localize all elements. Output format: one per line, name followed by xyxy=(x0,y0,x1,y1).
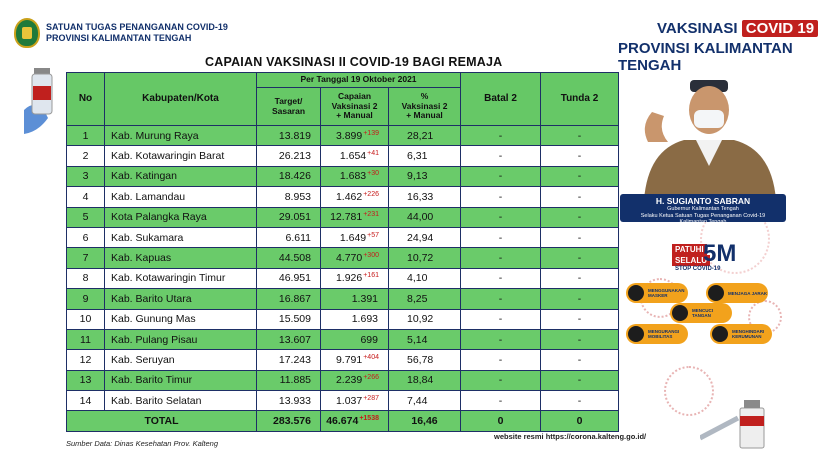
row-percent: 10,72 xyxy=(389,248,461,268)
header-percent-l1: % xyxy=(420,91,429,102)
row-capaian-delta: +30 xyxy=(367,170,379,178)
row-batal: - xyxy=(461,329,541,349)
row-capaian xyxy=(321,329,389,349)
total-batal: 0 xyxy=(461,411,541,432)
row-capaian xyxy=(321,309,389,329)
org-line-2: PROVINSI KALIMANTAN TENGAH xyxy=(46,33,192,43)
header-target-l2: Sasaran xyxy=(271,105,306,116)
row-kabupaten: Kab. Kapuas xyxy=(105,248,257,268)
row-no: 6 xyxy=(67,227,105,247)
official-role-3: Kalimantan Tengah xyxy=(679,219,727,225)
row-target: 13.819 xyxy=(257,126,321,146)
stop-covid-label: STOP COVID-19 xyxy=(675,266,721,272)
row-no: 3 xyxy=(67,166,105,186)
mobility-icon xyxy=(628,326,644,342)
row-tunda: - xyxy=(541,268,619,288)
row-capaian xyxy=(321,248,389,268)
row-capaian-delta: +226 xyxy=(363,190,379,198)
row-percent: 5,14 xyxy=(389,329,461,349)
mask-icon xyxy=(628,285,644,301)
row-tunda: - xyxy=(541,391,619,411)
row-capaian xyxy=(321,350,389,370)
row-target: 16.867 xyxy=(257,289,321,309)
row-capaian-delta: +57 xyxy=(367,231,379,239)
row-no: 8 xyxy=(67,268,105,288)
distance-icon xyxy=(708,285,724,301)
row-tunda: - xyxy=(541,166,619,186)
row-kabupaten: Kab. Gunung Mas xyxy=(105,309,257,329)
row-tunda: - xyxy=(541,126,619,146)
row-kabupaten: Kab. Katingan xyxy=(105,166,257,186)
row-percent: 44,00 xyxy=(389,207,461,227)
source-note: Sumber Data: Dinas Kesehatan Prov. Kalteng xyxy=(66,439,219,448)
row-capaian-value: 1.926 xyxy=(335,272,363,285)
row-batal: - xyxy=(461,248,541,268)
total-tunda: 0 xyxy=(541,411,619,432)
total-label: TOTAL xyxy=(67,411,257,432)
row-no: 10 xyxy=(67,309,105,329)
governor-portrait xyxy=(634,66,784,200)
vaksinasi-label: VAKSINASI xyxy=(657,20,738,37)
row-tunda: - xyxy=(541,350,619,370)
header-target-l1: Target/ xyxy=(274,96,303,106)
table-row xyxy=(67,207,619,227)
row-no: 7 xyxy=(67,248,105,268)
row-capaian-delta: +404 xyxy=(363,353,379,361)
row-capaian-value: 1.391 xyxy=(351,292,378,305)
crowd-icon xyxy=(712,326,728,342)
org-header xyxy=(14,18,228,48)
row-batal: - xyxy=(461,309,541,329)
row-kabupaten: Kab. Sukamara xyxy=(105,227,257,247)
website-link[interactable]: website resmi https://corona.kalteng.go.id/ xyxy=(494,432,647,441)
row-capaian-value: 1.462 xyxy=(335,190,363,203)
row-batal: - xyxy=(461,350,541,370)
row-batal: - xyxy=(461,370,541,390)
row-tunda: - xyxy=(541,289,619,309)
row-tunda: - xyxy=(541,146,619,166)
table-row xyxy=(67,146,619,166)
row-percent: 56,78 xyxy=(389,350,461,370)
row-capaian-value: 1.693 xyxy=(351,313,378,326)
header-capaian-l1: Capaian xyxy=(337,91,372,102)
row-percent: 16,33 xyxy=(389,187,461,207)
mobility-tile xyxy=(626,324,688,344)
row-no: 12 xyxy=(67,350,105,370)
row-target: 6.611 xyxy=(257,227,321,247)
row-capaian-delta: +231 xyxy=(363,211,379,219)
table-body xyxy=(67,126,619,411)
table-row xyxy=(67,227,619,247)
row-target: 11.885 xyxy=(257,370,321,390)
row-capaian-delta: +300 xyxy=(363,252,379,260)
row-capaian-value: 1.683 xyxy=(339,170,367,183)
row-capaian xyxy=(321,166,389,186)
crowd-tile xyxy=(710,324,772,344)
row-capaian-value: 2.239 xyxy=(335,374,363,387)
row-percent: 24,94 xyxy=(389,227,461,247)
fivem-label: 5M xyxy=(703,240,737,267)
header-batal: Batal 2 xyxy=(461,73,541,126)
header-percent-l2: Vaksinasi 2 xyxy=(401,100,448,111)
vaccine-vial-icon xyxy=(24,62,58,134)
row-kabupaten: Kab. Seruyan xyxy=(105,350,257,370)
row-tunda: - xyxy=(541,227,619,247)
row-percent: 18,84 xyxy=(389,370,461,390)
row-tunda: - xyxy=(541,187,619,207)
row-kabupaten: Kab. Lamandau xyxy=(105,187,257,207)
row-no: 1 xyxy=(67,126,105,146)
header-per-tanggal: Per Tanggal 19 Oktober 2021 xyxy=(257,73,461,88)
vaksinasi-heading xyxy=(657,20,818,37)
row-batal: - xyxy=(461,268,541,288)
row-tunda: - xyxy=(541,309,619,329)
row-kabupaten: Kab. Kotawaringin Timur xyxy=(105,268,257,288)
row-batal: - xyxy=(461,289,541,309)
row-kabupaten: Kab. Barito Timur xyxy=(105,370,257,390)
row-percent: 8,25 xyxy=(389,289,461,309)
row-tunda: - xyxy=(541,370,619,390)
row-batal: - xyxy=(461,207,541,227)
mobility-tile-label: MENGURANGI MOBILITAS xyxy=(648,329,680,339)
row-no: 11 xyxy=(67,329,105,349)
total-percent: 16,46 xyxy=(389,411,461,432)
row-capaian xyxy=(321,289,389,309)
province-emblem-icon xyxy=(14,18,40,48)
provinsi-heading: PROVINSI KALIMANTAN TENGAH xyxy=(618,40,793,74)
table-row xyxy=(67,309,619,329)
crowd-tile-label: MENGHINDARI KERUMUNAN xyxy=(732,329,765,339)
row-capaian-value: 699 xyxy=(360,333,378,346)
table-row xyxy=(67,126,619,146)
row-capaian-value: 9.791 xyxy=(335,353,363,366)
header-tunda: Tunda 2 xyxy=(541,73,619,126)
row-capaian-value: 1.037 xyxy=(335,394,363,407)
row-target: 17.243 xyxy=(257,350,321,370)
total-row xyxy=(67,411,619,432)
row-kabupaten: Kab. Murung Raya xyxy=(105,126,257,146)
row-target: 29.051 xyxy=(257,207,321,227)
row-target: 46.951 xyxy=(257,268,321,288)
handwash-icon xyxy=(672,305,688,321)
row-target: 26.213 xyxy=(257,146,321,166)
row-no: 2 xyxy=(67,146,105,166)
table-row xyxy=(67,329,619,349)
official-role-2: Selaku Ketua Satuan Tugas Penanganan Covid-19 xyxy=(640,212,766,219)
header-percent xyxy=(389,88,461,126)
row-capaian-delta: +161 xyxy=(363,272,379,280)
row-batal: - xyxy=(461,187,541,207)
row-capaian xyxy=(321,227,389,247)
row-target: 18.426 xyxy=(257,166,321,186)
row-percent: 9,13 xyxy=(389,166,461,186)
row-capaian-delta: +287 xyxy=(363,394,379,402)
row-capaian xyxy=(321,146,389,166)
row-kabupaten: Kab. Barito Selatan xyxy=(105,391,257,411)
header-capaian xyxy=(321,88,389,126)
org-line-1: SATUAN TUGAS PENANGANAN COVID-19 xyxy=(46,22,228,32)
row-capaian-value: 3.899 xyxy=(335,129,363,142)
row-tunda: - xyxy=(541,207,619,227)
official-role-1: Gubernur Kalimantan Tengah xyxy=(667,206,739,212)
row-no: 13 xyxy=(67,370,105,390)
official-name: H. SUGIANTO SABRAN xyxy=(655,196,751,206)
row-capaian-value: 12.781 xyxy=(330,211,363,224)
distance-tile-label: MENJAGA JARAK xyxy=(728,290,768,296)
row-percent: 6,31 xyxy=(389,146,461,166)
row-capaian xyxy=(321,268,389,288)
row-kabupaten: Kab. Barito Utara xyxy=(105,289,257,309)
row-capaian xyxy=(321,126,389,146)
row-capaian xyxy=(321,207,389,227)
row-kabupaten: Kab. Pulang Pisau xyxy=(105,329,257,349)
row-batal: - xyxy=(461,227,541,247)
row-target: 15.509 xyxy=(257,309,321,329)
row-capaian-value: 1.649 xyxy=(339,231,367,244)
row-percent: 28,21 xyxy=(389,126,461,146)
table-row xyxy=(67,248,619,268)
row-percent: 10,92 xyxy=(389,309,461,329)
table-row xyxy=(67,391,619,411)
total-capaian-value: 46.674 xyxy=(326,415,359,428)
row-no: 14 xyxy=(67,391,105,411)
syringe-icon xyxy=(700,392,784,450)
official-namebox xyxy=(620,194,786,225)
row-target: 8.953 xyxy=(257,187,321,207)
patuhi-label: PATUHI xyxy=(672,244,707,255)
row-kabupaten: Kab. Kotawaringin Barat xyxy=(105,146,257,166)
row-batal: - xyxy=(461,146,541,166)
selalu-label: SELALU xyxy=(672,255,710,266)
row-kabupaten: Kota Palangka Raya xyxy=(105,207,257,227)
row-no: 5 xyxy=(67,207,105,227)
row-capaian-value: 1.654 xyxy=(339,150,367,163)
handwash-tile xyxy=(670,303,732,323)
handwash-tile-label: MENCUCI TANGAN xyxy=(692,308,713,318)
table-row xyxy=(67,370,619,390)
mask-tile-label: MENGGUNAKAN MASKER xyxy=(648,288,685,298)
row-capaian xyxy=(321,187,389,207)
row-capaian-delta: +41 xyxy=(367,150,379,158)
row-percent: 7,44 xyxy=(389,391,461,411)
row-target: 13.933 xyxy=(257,391,321,411)
table-row xyxy=(67,166,619,186)
header-percent-l3: + Manual xyxy=(406,110,443,121)
row-no: 9 xyxy=(67,289,105,309)
total-capaian xyxy=(321,411,389,432)
total-capaian-delta: +1538 xyxy=(359,415,379,423)
row-batal: - xyxy=(461,391,541,411)
table-row xyxy=(67,350,619,370)
header-capaian-l3: + Manual xyxy=(336,110,373,121)
vaccination-table xyxy=(66,72,619,432)
header-capaian-l2: Vaksinasi 2 xyxy=(331,100,378,111)
row-capaian-delta: +266 xyxy=(363,374,379,382)
page-title: CAPAIAN VAKSINASI II COVID-19 BAGI REMAJA xyxy=(205,55,503,69)
covid-badge: COVID 19 xyxy=(742,20,818,37)
row-target: 13.607 xyxy=(257,329,321,349)
table-row xyxy=(67,187,619,207)
row-tunda: - xyxy=(541,248,619,268)
row-capaian-delta: +139 xyxy=(363,129,379,137)
row-batal: - xyxy=(461,166,541,186)
header-target xyxy=(257,88,321,126)
table-row xyxy=(67,289,619,309)
row-capaian xyxy=(321,370,389,390)
row-no: 4 xyxy=(67,187,105,207)
row-capaian-value: 4.770 xyxy=(335,252,363,265)
row-target: 44.508 xyxy=(257,248,321,268)
header-kabupaten: Kabupaten/Kota xyxy=(105,73,257,126)
row-capaian xyxy=(321,391,389,411)
table-row xyxy=(67,268,619,288)
header-no: No xyxy=(67,73,105,126)
mask-tile xyxy=(626,283,688,303)
row-tunda: - xyxy=(541,329,619,349)
row-percent: 4,10 xyxy=(389,268,461,288)
row-batal: - xyxy=(461,126,541,146)
distance-tile xyxy=(706,283,768,303)
total-target: 283.576 xyxy=(257,411,321,432)
